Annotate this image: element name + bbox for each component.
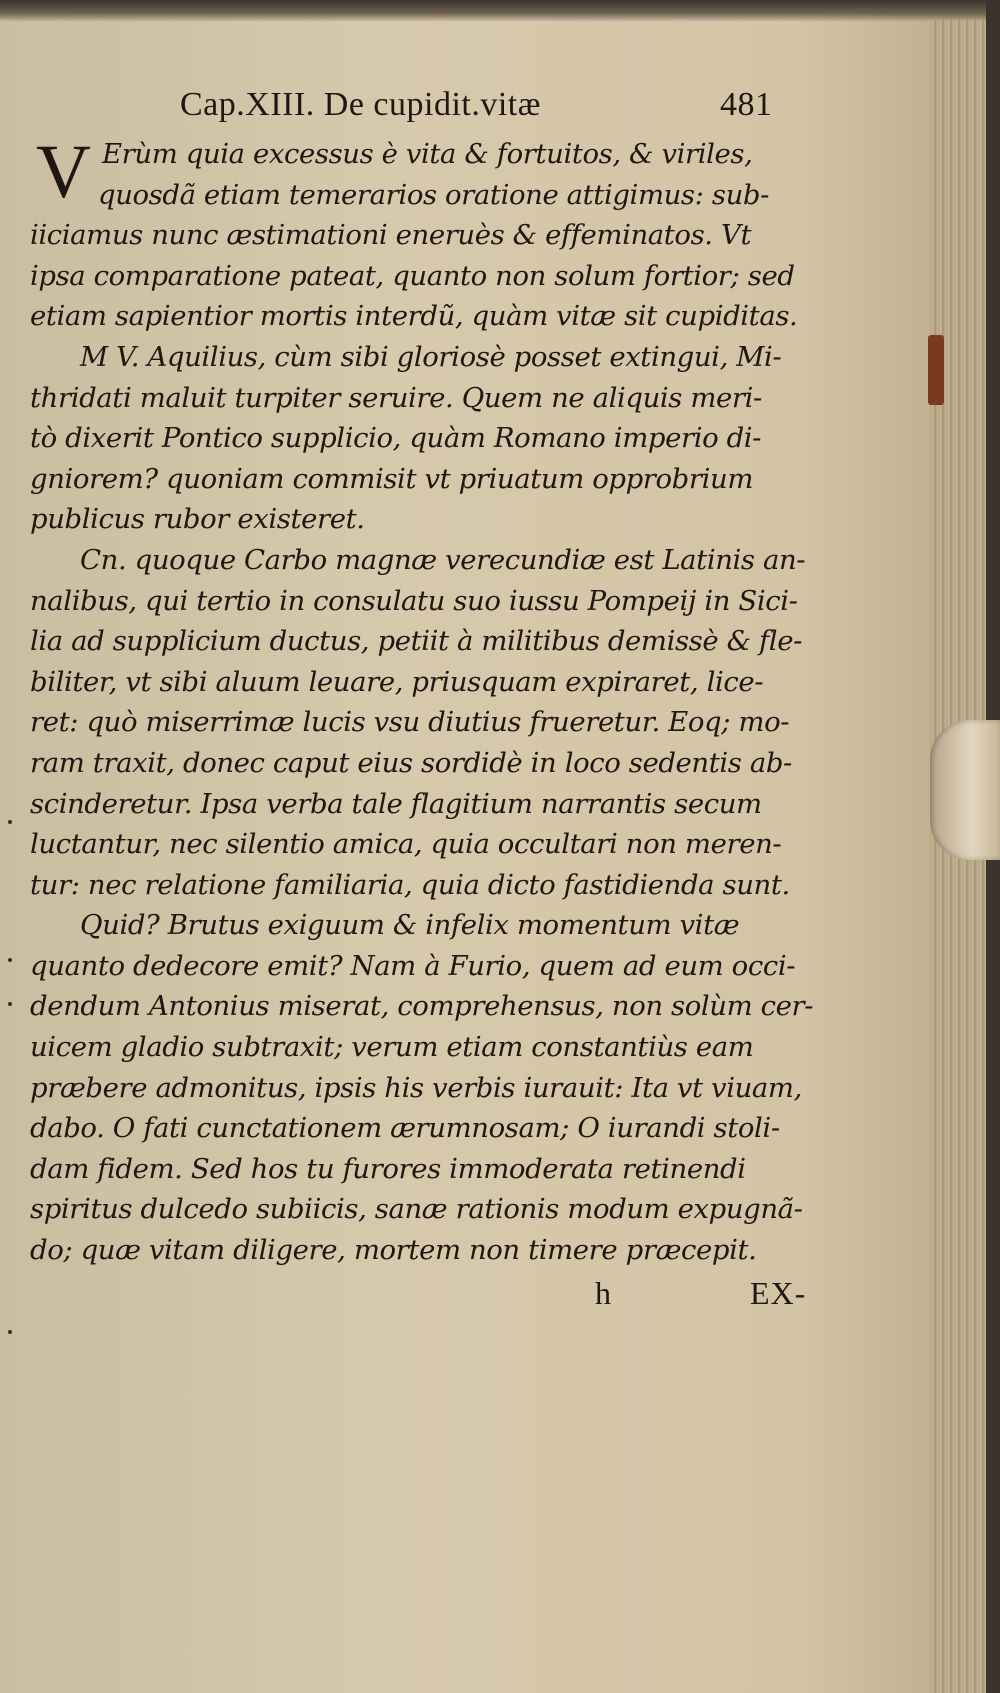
book-page bbox=[30, 78, 850, 1321]
text-line: dendum Antonius miserat, comprehensus, non solùm cer- bbox=[30, 990, 814, 1023]
text-line: spiritus dulcedo subiicis, sanæ rationis modum expugnã- bbox=[30, 1193, 803, 1226]
red-tab-marker bbox=[928, 335, 944, 405]
text-line: dabo. O fati cunctationem ærumnosam; O iurandi stoli- bbox=[30, 1112, 780, 1145]
top-edge-shadow bbox=[0, 0, 1000, 22]
margin-mark bbox=[8, 820, 12, 824]
text-line: biliter, vt sibi aluum leuare, priusquam expiraret, lice- bbox=[30, 665, 764, 698]
text-line: Erùm quia excessus è vita & fortuitos, & viriles, bbox=[102, 138, 753, 170]
text-line: nalibus, qui tertio in consulatu suo iussu Pompeij in Sici- bbox=[30, 584, 798, 617]
text-line: præbere admonitus, ipsis his verbis iurauit: Ita vt viuam, bbox=[30, 1071, 802, 1104]
book-clasp bbox=[930, 720, 1000, 860]
page-footer bbox=[30, 1271, 850, 1321]
signature-mark: h bbox=[595, 1274, 611, 1311]
text-line: iiciamus nunc æstimationi eneruès & effeminatos. Vt bbox=[30, 219, 752, 252]
text-line: do; quæ vitam diligere, mortem non timere præcepit. bbox=[30, 1234, 757, 1267]
body-text bbox=[30, 130, 850, 1271]
text-line: quosdã etiam temerarios oratione attigimus: sub- bbox=[98, 178, 769, 211]
text-line: Quid? Brutus exiguum & infelix momentum vitæ bbox=[80, 909, 740, 942]
text-line: M V. Aquilius, cùm sibi gloriosè posset extingui, Mi- bbox=[80, 340, 782, 373]
text-line: tò dixerit Pontico supplicio, quàm Romano imperio di- bbox=[30, 422, 762, 455]
paragraph bbox=[30, 130, 850, 337]
page-number: 481 bbox=[720, 86, 773, 123]
text-line: uicem gladio subtraxit; verum etiam constantiùs eam bbox=[30, 1031, 754, 1064]
margin-mark bbox=[8, 1002, 12, 1006]
text-line: etiam sapientior mortis interdũ, quàm vitæ sit cupiditas. bbox=[30, 300, 798, 333]
chapter-title: Cap.XIII. De cupidit.vitæ bbox=[180, 86, 541, 123]
catchword: EX- bbox=[750, 1274, 807, 1311]
text-line: quanto dedecore emit? Nam à Furio, quem ad eum occi- bbox=[30, 949, 796, 982]
text-line: gniorem? quoniam commisit vt priuatum opprobrium bbox=[30, 462, 754, 495]
text-line: luctantur, nec silentio amica, quia occultari non meren- bbox=[30, 828, 782, 861]
text-line: tur: nec relatione familiaria, quia dicto fastidienda sunt. bbox=[30, 868, 790, 901]
text-line: scinderetur. Ipsa verba tale flagitium narrantis secum bbox=[30, 787, 762, 820]
text-line: publicus rubor existeret. bbox=[30, 503, 365, 536]
text-line: ram traxit, donec caput eius sordidè in loco sedentis ab- bbox=[30, 746, 792, 779]
text-line: dam fidem. Sed hos tu furores immoderata retinendi bbox=[30, 1152, 746, 1185]
paragraph bbox=[30, 337, 850, 540]
text-line: Cn. quoque Carbo magnæ verecundiæ est Latinis an- bbox=[80, 543, 806, 576]
drop-cap: V bbox=[36, 130, 91, 214]
margin-mark bbox=[8, 958, 12, 962]
text-line: lia ad supplicium ductus, petiit à militibus demissè & fle- bbox=[30, 625, 802, 658]
running-header bbox=[30, 78, 850, 134]
margin-mark bbox=[8, 1330, 12, 1334]
text-line: ipsa comparatione pateat, quanto non solum fortior; sed bbox=[30, 259, 795, 292]
paragraph bbox=[30, 540, 850, 905]
text-line: thridati maluit turpiter seruire. Quem ne aliquis meri- bbox=[30, 381, 762, 414]
text-line: ret: quò miserrimæ lucis vsu diutius frueretur. Eoq; mo- bbox=[30, 706, 790, 739]
paragraph bbox=[30, 905, 850, 1270]
